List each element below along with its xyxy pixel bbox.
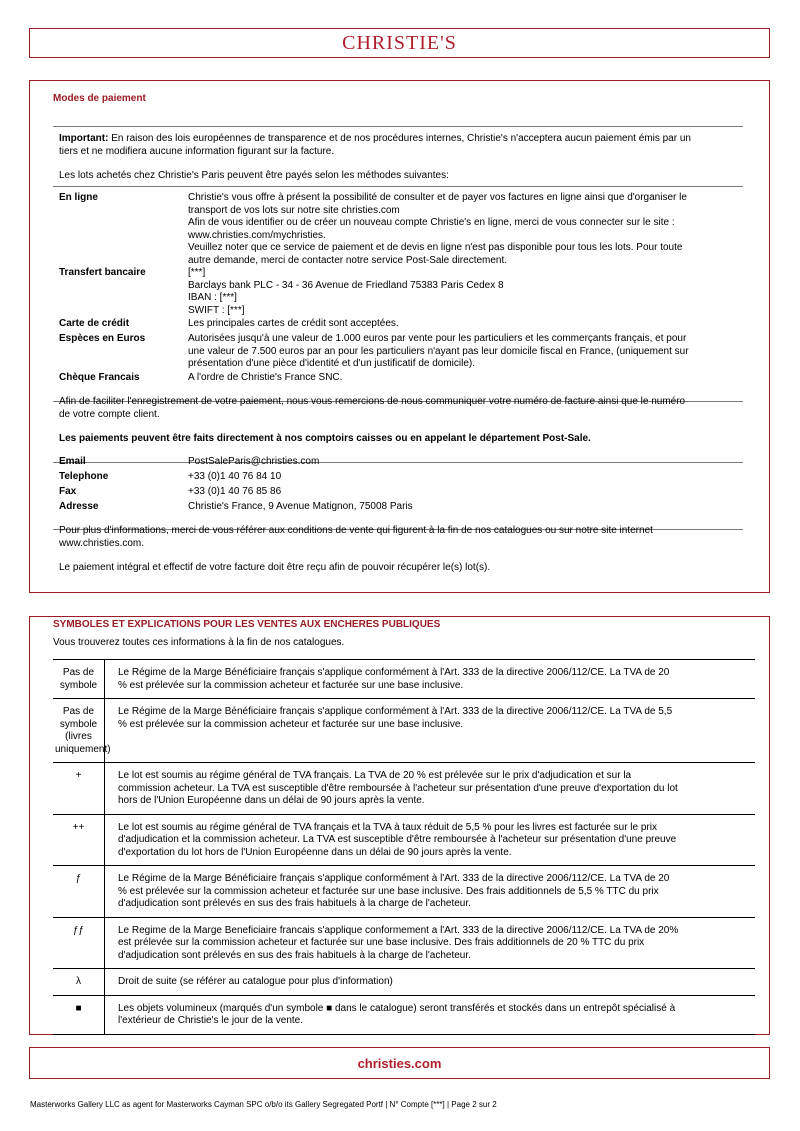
- symbol-row: [53, 660, 755, 699]
- important-text-line1: En raison des lois européennes de transparence et de nos procédures internes, Christie's n'acceptera aucun paiement émis par un: [108, 133, 691, 144]
- contact-value-email: PostSaleParis@christies.com: [188, 456, 320, 467]
- symbol-cell: ƒ: [53, 866, 105, 918]
- symbol-cell: ƒƒ: [53, 917, 105, 969]
- symbol-cell: +: [53, 763, 105, 815]
- method-value-cash: Autorisées jusqu'à une valeur de 1.000 euros par vente pour les particuliers et les commerçants français, et pour une valeur de 7.500 euros par an pour les particuliers n'ayant pas leur domicile fiscal en France, (uniquement sur présentation d'une pièce d'identité et d'un justificatif de domicile).: [188, 333, 689, 369]
- symbol-description: Droit de suite (se référer au catalogue pour plus d'information): [105, 969, 756, 996]
- symbol-description: Le Régime de la Marge Bénéficiaire français s'applique conformément à l'Art. 333 de la directive 2006/112/CE. La TVA de 5,5 % est prélevée sur la commission acheteur et facturée sur une base inclusive.: [105, 699, 756, 763]
- symbol-description: Le Régime de la Marge Bénéficiaire français s'applique conformément à l'Art. 333 de la directive 2006/112/CE. La TVA de 20 % est prélevée sur la commission acheteur et facturée sur une base inclusive. Des frais additionnels de 5,5 % TTC du prix d'adjudication sont prélevés en sus des frais habituels à la charge de l'acheteur.: [105, 866, 756, 918]
- symbol-cell: Pas de symbole (livres uniquement): [53, 699, 105, 763]
- divider: [53, 186, 743, 187]
- contact-label-fax: Fax: [59, 486, 77, 497]
- method-label-cash: Espèces en Euros: [59, 333, 146, 344]
- method-label-credit-card: Carte de crédit: [59, 318, 130, 329]
- method-value-bank-transfer: [***] Barclays bank PLC - 34 - 36 Avenue de Friedland 75383 Paris Cedex 8 IBAN : [***] SWIFT : [***]: [188, 267, 504, 316]
- important-label: Important:: [59, 133, 109, 144]
- contact-value-address: Christie's France, 9 Avenue Matignon, 75008 Paris: [188, 501, 413, 512]
- symbols-table: [53, 659, 755, 1035]
- contact-label-address: Adresse: [59, 501, 99, 512]
- full-payment-note: Le paiement intégral et effectif de votre facture doit être reçu afin de pouvoir récupérer le(s) lot(s).: [59, 562, 491, 573]
- contact-label-email: Email: [59, 456, 86, 467]
- method-label-cheque: Chèque Francais: [59, 372, 140, 383]
- contact-value-telephone: +33 (0)1 40 76 84 10: [188, 471, 282, 482]
- website-link[interactable]: christies.com: [357, 1056, 442, 1071]
- symbol-description: Le Regime de la Marge Beneficiaire francais s'applique conformement a l'Art. 333 de la directive 2006/112/CE. La TVA de 20% est prélevée sur la commission acheteur et facturée sur une base inclusive. Des frais additionnels de 20 % TTC du prix d'adjudication sont prélevés en sus des frais habituels à la charge de l'acheteur.: [105, 917, 756, 969]
- symbol-description: Le lot est soumis au régime général de TVA français. La TVA de 20 % est prélevée sur le prix d'adjudication et sur la commission acheteur. La TVA est susceptible d'être remboursée à l'acheteur sur présentation d'une preuve d'exportation du lot hors de l'Union Européenne dans un délai de 90 jours après la vente.: [105, 763, 756, 815]
- more-info-note: Pour plus d'informations, merci de vous référer aux conditions de vente qui figurent à la fin de nos catalogues ou sur notre site internet www.christies.com.: [59, 525, 653, 549]
- contact-value-fax: +33 (0)1 40 76 85 86: [188, 486, 282, 497]
- method-label-online: En ligne: [59, 192, 98, 203]
- symbol-cell: λ: [53, 969, 105, 996]
- page-footer-text: Masterworks Gallery LLC as agent for Masterworks Cayman SPC o/b/o its Gallery Segregated Portf | N° Compte [***] | Page 2 sur 2: [30, 1100, 497, 1109]
- symbol-row: [53, 699, 755, 763]
- symbols-intro: Vous trouverez toutes ces informations à la fin de nos catalogues.: [53, 637, 345, 648]
- divider: [53, 126, 743, 127]
- christies-logo: CHRISTIE'S: [342, 32, 457, 54]
- symbol-row: [53, 763, 755, 815]
- symbol-row: [53, 969, 755, 996]
- method-value-cheque: A l'ordre de Christie's France SNC.: [188, 372, 343, 383]
- symbol-description: Les objets volumineux (marqués d'un symbole ■ dans le catalogue) seront transférés et stockés dans un entrepôt spécialisé à l'extérieur de Christie's le jour de la vente.: [105, 995, 756, 1034]
- symbol-description: Le Régime de la Marge Bénéficiaire français s'applique conformément à l'Art. 333 de la directive 2006/112/CE. La TVA de 20 % est prélevée sur la commission acheteur et facturée sur une base inclusive.: [105, 660, 756, 699]
- reference-note: Afin de faciliter l'enregistrement de votre paiement, nous vous remercions de nous communiquer votre numéro de facture ainsi que le numéro de votre compte client.: [59, 396, 686, 420]
- symbol-description: Le lot est soumis au régime général de TVA français et la TVA à taux réduit de 5,5 % pour les livres est facturée sur le prix d'adjudication et la commission acheteur. La TVA est susceptible d'être remboursée à l'acheteur sur présentation d'une preuve d'exportation du lot hors de l'Union Européenne dans un délai de 90 jours après la vente.: [105, 814, 756, 866]
- important-text-line2: tiers et ne modifiera aucune information figurant sur la facture.: [59, 145, 335, 157]
- footer-banner: [29, 1047, 770, 1079]
- method-value-credit-card: Les principales cartes de crédit sont acceptées.: [188, 318, 399, 329]
- method-label-bank-transfer: Transfert bancaire: [59, 267, 146, 278]
- header-banner: [29, 28, 770, 58]
- method-value-online: Christie's vous offre à présent la possibilité de consulter et de payer vos factures en ligne ainsi que d'organiser le transport de vos lots sur notre site christies.com Afin de vous identifier ou de créer un nouveau compte Christie's en ligne, merci de vous connecter sur le site : www.christies.com/mychristies. Veuillez noter que ce service de paiement et de devis en ligne n'est pas disponible pour tous les lots. Pour toute autre demande, merci de contacter notre service Post-Sale directement.: [188, 192, 687, 266]
- symbols-section-title: SYMBOLES ET EXPLICATIONS POUR LES VENTES AUX ENCHERES PUBLIQUES: [53, 619, 441, 630]
- symbol-row: [53, 866, 755, 918]
- contact-label-telephone: Telephone: [59, 471, 109, 482]
- symbol-row: [53, 995, 755, 1034]
- symbol-cell: Pas de symbole: [53, 660, 105, 699]
- symbol-cell: ++: [53, 814, 105, 866]
- important-notice: [59, 133, 691, 158]
- counter-payment-note: Les paiements peuvent être faits directement à nos comptoirs caisses ou en appelant le département Post-Sale.: [59, 433, 591, 444]
- symbol-row: [53, 917, 755, 969]
- symbol-cell: ■: [53, 995, 105, 1034]
- payment-intro: Les lots achetés chez Christie's Paris peuvent être payés selon les méthodes suivantes:: [59, 170, 449, 181]
- divider: [53, 462, 743, 463]
- symbol-row: [53, 814, 755, 866]
- payment-section-title: Modes de paiement: [53, 93, 146, 104]
